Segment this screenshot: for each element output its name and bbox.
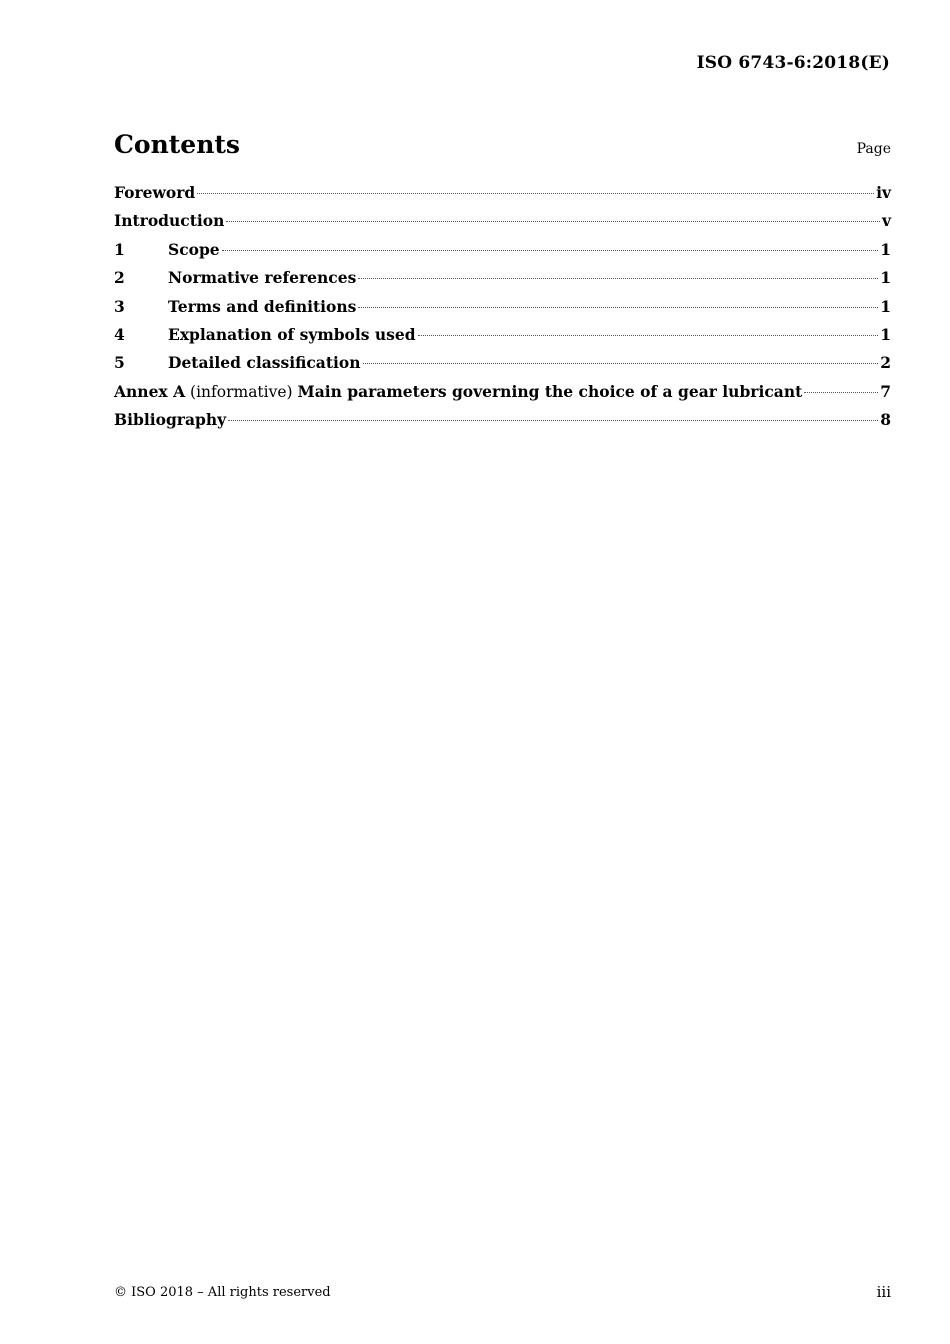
- toc-entry-bibliography[interactable]: [114, 410, 891, 438]
- dot-leader: [358, 278, 878, 279]
- toc-title-row: [114, 130, 891, 159]
- copyright-footer: © ISO 2018 – All rights reserved: [114, 1285, 331, 1300]
- dot-leader: [222, 250, 879, 251]
- toc-entry-page: 1: [880, 324, 891, 344]
- page-number-footer: iii: [876, 1283, 891, 1301]
- toc-entry-page: 1: [880, 268, 891, 288]
- toc-entry-label: Explanation of symbols used: [168, 324, 416, 344]
- toc-entry-terms-and-definitions[interactable]: [114, 297, 891, 325]
- dot-leader: [358, 307, 878, 308]
- dot-leader: [418, 335, 879, 336]
- toc-entry-label: Main parameters governing the choice of a gear lubricant: [297, 381, 803, 401]
- toc-entry-number: 3: [114, 296, 125, 316]
- toc-entry-annex-prefix: Annex A: [114, 381, 186, 401]
- toc-entry-annex-a[interactable]: [114, 382, 891, 410]
- document-id-header: ISO 6743-6:2018(E): [696, 53, 890, 73]
- toc-entry-normative-references[interactable]: [114, 268, 891, 296]
- dot-leader: [228, 420, 878, 421]
- toc-entry-label: Scope: [168, 239, 220, 259]
- toc-entry-label: Introduction: [114, 211, 225, 231]
- toc-entry-page: 7: [880, 381, 891, 401]
- dot-leader: [363, 363, 879, 364]
- toc-entry-label: Terms and definitions: [168, 296, 357, 316]
- toc-entry-explanation-of-symbols[interactable]: [114, 325, 891, 353]
- toc-entry-page: v: [881, 211, 891, 231]
- toc-entry-label: Bibliography: [114, 410, 227, 430]
- toc-entry-number: 2: [114, 268, 125, 288]
- toc-entry-page: 1: [880, 296, 891, 316]
- toc-entry-label: Detailed classification: [168, 353, 361, 373]
- toc-entry-label: Foreword: [114, 183, 196, 202]
- toc-entry-foreword[interactable]: [114, 183, 891, 211]
- toc-entry-introduction[interactable]: [114, 211, 891, 239]
- toc-title: Contents: [114, 130, 241, 159]
- dot-leader: [226, 221, 880, 222]
- toc-entry-number: 4: [114, 324, 125, 344]
- toc-entry-scope[interactable]: [114, 240, 891, 268]
- toc-entry-number: 1: [114, 239, 125, 259]
- toc-entry-page: 2: [880, 353, 891, 373]
- toc-entry-page: iv: [876, 183, 891, 202]
- toc-entry-number: 5: [114, 353, 125, 373]
- dot-leader: [197, 193, 874, 194]
- toc-entry-page: 1: [880, 239, 891, 259]
- toc-entry-detailed-classification[interactable]: [114, 353, 891, 381]
- dot-leader: [804, 392, 878, 393]
- toc-page-label: Page: [856, 141, 891, 157]
- toc-entry-label: Normative references: [168, 268, 357, 288]
- toc-entry-annex-note: (informative): [190, 382, 293, 401]
- table-of-contents: [114, 183, 891, 439]
- toc-entry-page: 8: [880, 410, 891, 430]
